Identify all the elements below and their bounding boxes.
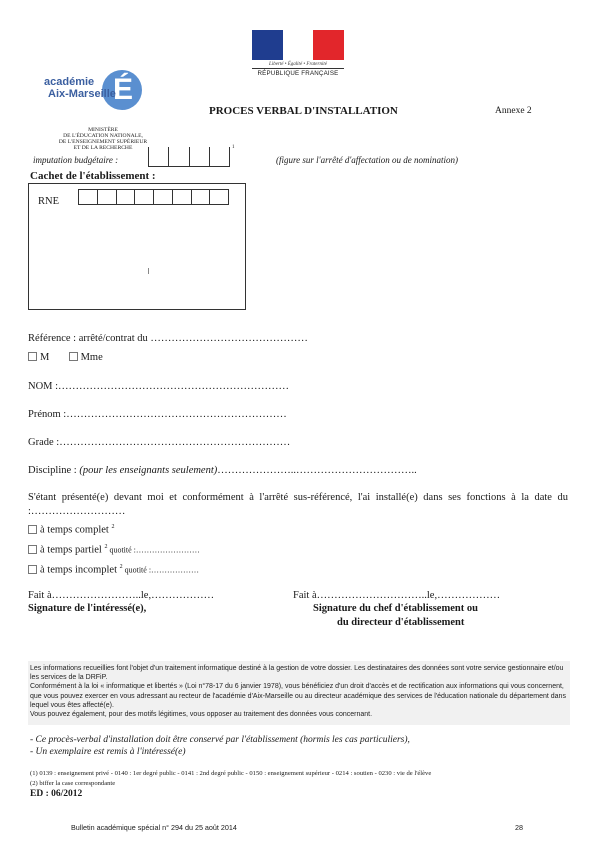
civility-mme-label: Mme: [80, 352, 103, 363]
footnote-2: (2) biffer la case correspondante: [30, 780, 116, 787]
ministry-name: MINISTÈRE DE L'ÉDUCATION NATIONALE, DE L'ENSEIGNEMENT SUPÉRIEUR ET DE LA RECHERCHE: [58, 127, 148, 151]
discipline-field[interactable]: [28, 465, 417, 476]
option-temps-incomplet[interactable]: à temps incomplet $^2$ quotité :………………: [28, 564, 199, 576]
rne-label: RNE: [38, 196, 59, 207]
cachet-label: Cachet de l'établissement :: [30, 170, 156, 182]
bulletin-footer: Bulletin académique spécial n° 294 du 25 août 2014: [71, 823, 237, 832]
prenom-field[interactable]: Prénom :………………………………………………………: [28, 409, 287, 420]
edition-label: ED : 06/2012: [30, 789, 83, 799]
annexe-label: Annexe 2: [495, 106, 532, 116]
imputation-note-ref: 1: [232, 145, 235, 150]
option-temps-complet[interactable]: à temps complet $^2$: [28, 524, 114, 536]
figure-note: (figure sur l'arrêté d'affectation ou de nomination): [276, 155, 458, 165]
signature-interesse-label: Signature de l'intéressé(e),: [28, 603, 147, 614]
footnote-1: (1) 0139 : enseignement privé - 0140 : 1er degré public - 0141 : 2nd degré public - 0150 : enseignement supérieur - 0214 : soutien - 0230 : vie de l'élève: [30, 770, 432, 777]
republique-francaise-logo: [252, 30, 344, 85]
civility-group: [28, 352, 103, 363]
checkbox-temps-partiel[interactable]: [28, 545, 37, 554]
checkbox-temps-complet[interactable]: [28, 525, 37, 534]
checkbox-m[interactable]: [28, 352, 37, 361]
privacy-notice: Les informations recueillies font l'objet d'un traitement informatique destiné à la gestion de votre dossier. Les destinataires des données sont votre service gestionnaire et/ou les services de la DRFiP. Conformément à la loi « informatique et libertés » (Loi n°78-17 du 6 janvier 1978), vous bénéficiez d'un droit d'accès et de rectification aux informations qui vous concernent, que vous pouvez exercer en vous adressant au recteur de l'académie d'Aix-Marseille ou au directeur académique des services de l'éducation nationale du département dans lequel vous êtes affecté(e). Vous pouvez également, pour des motifs légitimes, vous opposer au traitement des données vous concernant.: [28, 661, 570, 725]
discipline-label: Discipline :: [28, 465, 80, 476]
discipline-hint: (pour les enseignants seulement): [79, 465, 218, 476]
discipline-dots: …………………..……………………………..: [217, 465, 417, 476]
flag-icon: [252, 30, 344, 60]
rne-boxes[interactable]: [78, 189, 229, 205]
nom-field[interactable]: NOM :…………………………………………………………: [28, 381, 290, 392]
fait-a-left[interactable]: Fait à……………………..le,………………: [28, 590, 215, 601]
divider: [148, 268, 149, 274]
civility-m-label: M: [40, 352, 50, 363]
grade-field[interactable]: Grade :…………………………………………………………: [28, 437, 291, 448]
academie-line2: Aix-Marseille: [48, 88, 116, 100]
republique-label: RÉPUBLIQUE FRANÇAISE: [252, 68, 344, 77]
motto: Liberté • Égalité • Fraternité: [269, 62, 327, 67]
installation-statement: S'étant présenté(e) devant moi et conformément à l'arrêté sus-référencé, l'ai installé(e) dans ses fonctions à la date du :………………………: [28, 492, 568, 517]
reference-field[interactable]: Référence : arrêté/contrat du ………………………………………: [28, 333, 308, 344]
checkbox-temps-incomplet[interactable]: [28, 565, 37, 574]
signature-directeur-label: du directeur d'établissement: [337, 617, 465, 628]
checkbox-mme[interactable]: [69, 352, 78, 361]
fait-a-right[interactable]: Fait à…………………………..le,………………: [293, 590, 501, 601]
signature-chef-label: Signature du chef d'établissement ou: [313, 603, 478, 614]
document-title: PROCES VERBAL D'INSTALLATION: [209, 105, 398, 117]
page-number: 28: [515, 823, 523, 832]
academie-logo: [28, 66, 148, 126]
imputation-boxes[interactable]: [148, 147, 230, 167]
notes: - Ce procès-verbal d'installation doit être conservé par l'établissement (hormis les cas particuliers), - Un exemplaire est remis à l'intéressé(e): [30, 735, 410, 758]
imputation-label: imputation budgétaire :: [33, 155, 119, 165]
option-temps-partiel[interactable]: à temps partiel $^2$ quotité :……………………: [28, 544, 200, 556]
academie-line1: académie: [44, 76, 95, 88]
academie-letter: É: [113, 73, 134, 106]
